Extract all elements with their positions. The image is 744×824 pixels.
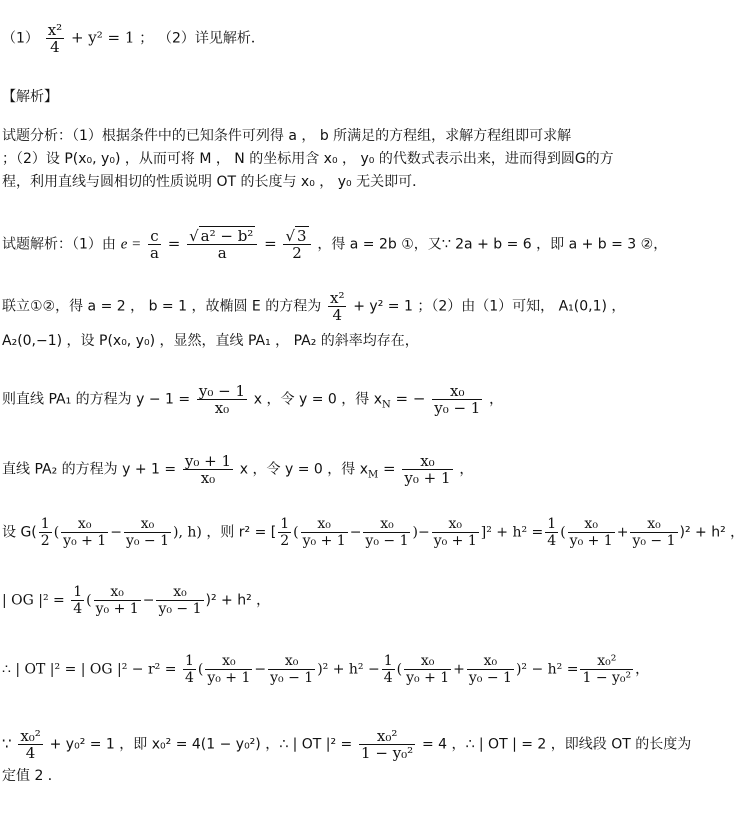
frac-num: x₀ — [432, 383, 482, 400]
frac-den: y₀ − 1 — [158, 601, 202, 617]
term-frac — [432, 516, 479, 549]
frac-den: x₀ — [200, 469, 216, 487]
frac-den: 1 − y₀² — [582, 670, 632, 686]
frac-num: x₀² — [580, 653, 633, 670]
solution-line-1-rest: ，得 a = 2b ①，又∵ 2a + b = 6 ，即 a + b = 3 ②， — [317, 236, 668, 253]
text-segment: ∴ | OT |² = | OG |² − r² = — [2, 661, 177, 678]
answer-frac-num: x² — [47, 21, 63, 39]
term-frac — [301, 516, 348, 549]
frac-num: y₀ + 1 — [184, 452, 232, 470]
text-segment: )² + h² ， — [205, 592, 271, 609]
sqrt-fraction — [187, 228, 257, 261]
solution-line-8: ∴ | OT |² = | OG |² − r² = $\frac{1}{4}$ ( $\frac{\text{x₀}}{\text{y₀ + 1}}$ − $\frac{\text{x₀}}{\text{y₀ − 1}}$ )² + h² − $\frac{1}{4}$ ( $\frac{\text{x₀}}{\text{y₀ + 1}}$ + $\frac{\text{x₀}}{\text{y₀ − 1}}$ )² − h² = $\frac{\text{x₀²}}{\text{1 − y₀²}}$ ， — [2, 653, 650, 686]
term-frac — [363, 516, 410, 549]
section-header: 【解析】 — [2, 89, 58, 105]
text-segment: | OG |² = — [2, 592, 65, 609]
frac-num: x₀ — [156, 584, 203, 601]
answer-frac-den: 4 — [50, 38, 60, 56]
frac-num: 1 — [383, 653, 393, 669]
frac-num: x₀ — [301, 516, 348, 533]
term-frac — [61, 516, 108, 549]
frac-num: x₀ — [268, 653, 315, 670]
subscript: M — [368, 469, 379, 481]
term-frac — [630, 516, 677, 549]
text-segment: ，则 r² = [ — [206, 524, 277, 541]
frac-den: y₀ + 1 — [404, 469, 451, 487]
slope-fraction — [183, 453, 233, 486]
text-segment: = 4 ，∴ | OT | = 2 ，即线段 OT 的长度为 — [421, 736, 692, 753]
answer-label-2: （2）详见解析． — [158, 30, 265, 47]
frac-den: 4 — [25, 744, 36, 762]
text-segment: ]² + h² = — [480, 524, 544, 541]
frac-num: x₀² — [359, 728, 415, 745]
frac-den: y₀ + 1 — [63, 533, 107, 549]
term-frac — [568, 516, 615, 549]
frac-num: x₀ — [432, 516, 479, 533]
frac-num: 1 — [40, 516, 50, 532]
solution-line-2 — [2, 290, 625, 323]
frac-den: 4 — [332, 306, 342, 324]
frac-den: a — [150, 244, 159, 262]
frac-num: x₀² — [20, 727, 41, 745]
subscript: N — [382, 399, 391, 411]
term-frac — [205, 653, 252, 686]
frac-den: y₀ − 1 — [365, 533, 409, 549]
frac-den: y₀ + 1 — [302, 533, 346, 549]
e-equals: e = — [120, 236, 142, 253]
frac-num: 1 — [280, 516, 290, 532]
solution-line-3: A₂(0,−1) ，设 P(x₀, y₀) ，显然，直线 PA₁ ， PA₂ 的斜率均存在， — [2, 333, 419, 349]
text-segment: ∵ — [2, 734, 12, 753]
frac-num: x² — [329, 289, 345, 307]
solution-line-9 — [2, 728, 691, 761]
frac-num: x₀ — [630, 516, 677, 533]
solution-line-10: 定值 2 ． — [2, 768, 62, 784]
frac-num: y₀ − 1 — [198, 382, 246, 400]
answer-line — [2, 22, 265, 55]
quarter-frac — [183, 653, 196, 686]
term-frac — [156, 584, 203, 617]
text-segment: = — [383, 459, 396, 478]
frac-den: 4 — [547, 533, 557, 549]
xm-fraction — [402, 453, 452, 486]
frac-den: y₀ + 1 — [207, 670, 251, 686]
text-segment: = − — [395, 389, 426, 408]
ellipse-frac — [18, 728, 43, 761]
solution-line-5 — [2, 453, 473, 487]
half-frac — [278, 516, 291, 549]
frac-num: c — [148, 228, 161, 245]
frac-den: y₀ + 1 — [433, 533, 477, 549]
answer-label-1: （1） — [2, 30, 39, 47]
analysis-line-2: ；（2）设 P(x₀, y₀) ，从而可将 M ， N 的坐标用含 x₀ ， y₀ 的代数式表示出来，进而得到圆G的方 — [2, 151, 614, 167]
frac-den: 2 — [40, 533, 50, 549]
text-segment: 设 G( — [2, 524, 37, 541]
frac-den: x₀ — [214, 399, 230, 417]
c-over-a — [148, 228, 161, 261]
solution-line-7: | OG |² = $\frac{1}{4}$ ( $\frac{\text{x₀}}{\text{y₀ + 1}}$ − $\frac{\text{x₀}}{\text{y₀ − 1}}$ )² + h² ， — [2, 584, 271, 617]
slope-fraction — [197, 383, 247, 416]
solution-line-1: 试题解析：（1）由 e = $\frac{c}{a}$ = $\frac{\text{√ a² − b²}}{a}$ = $\frac{√ 3}{2}$ ，得 a = 2b ①，又∵ 2a + b = 6 ，即 a + b = 3 ②， — [2, 227, 668, 262]
frac-num: x₀ — [404, 653, 451, 670]
frac-den: y₀ − 1 — [468, 670, 512, 686]
sqrt-radicand: a² − b² — [200, 227, 254, 245]
quarter-frac — [382, 653, 395, 686]
frac-den: y₀ + 1 — [95, 601, 139, 617]
term-frac — [94, 584, 141, 617]
frac-num: x₀ — [568, 516, 615, 533]
ellipse-fraction — [328, 290, 346, 323]
text-segment: ， — [489, 391, 504, 408]
frac-num: x₀ — [467, 653, 514, 670]
term-frac — [404, 653, 451, 686]
answer-eq-rest: + y² = 1 — [70, 28, 135, 47]
text-segment: 联立①②，得 a = 2 ， b = 1 ，故椭圆 E 的方程为 — [2, 298, 322, 315]
frac-den: 2 — [280, 533, 290, 549]
text-segment: x ，令 y = 0 ，得 x — [253, 391, 382, 408]
frac-num: 1 — [547, 516, 557, 532]
term-frac — [124, 516, 171, 549]
frac-num: √ a² − b² — [187, 228, 257, 245]
sqrt-radicand: 3 — [297, 227, 307, 245]
frac-den: y₀ − 1 — [434, 399, 481, 417]
frac-num: x₀ — [205, 653, 252, 670]
frac-den: 4 — [383, 670, 393, 686]
frac-den: 4 — [73, 601, 83, 617]
text-segment: )² − h² = — [515, 661, 579, 678]
xn-fraction — [432, 383, 482, 416]
term-frac — [467, 653, 514, 686]
frac-num: x₀ — [61, 516, 108, 533]
solution-line-6: 设 G( $\frac{1}{2}$ ( $\frac{\text{x₀}}{\text{y₀ + 1}}$ − $\frac{\text{x₀}}{\text{y₀ − 1}}$ ), h) ，则 r² = [ $\frac{1}{2}$ ( $\frac{\text{x₀}}{\text{y₀ + 1}}$ − $\frac{\text{x₀}}{\text{y₀ − 1}}$ )− $\frac{\text{x₀}}{\text{y₀ + 1}}$ ]² + h² = $\frac{1}{4}$ ( $\frac{\text{x₀}}{\text{y₀ + 1}}$ + $\frac{\text{x₀}}{\text{y₀ − 1}}$ )² + h² ， — [2, 516, 744, 549]
solution-line-4 — [2, 383, 503, 417]
solution-prefix: 试题解析：（1）由 — [2, 236, 116, 253]
text-segment: 直线 PA₂ 的方程为 y + 1 = — [2, 461, 177, 478]
frac-den: y₀ + 1 — [569, 533, 613, 549]
frac-den: y₀ − 1 — [125, 533, 170, 549]
term-frac — [268, 653, 315, 686]
text-segment: )² + h² − — [317, 661, 380, 678]
result-frac — [580, 653, 633, 686]
frac-num: x₀ — [94, 584, 141, 601]
analysis-line-1: 试题分析：（1）根据条件中的已知条件可列得 a ， b 所满足的方程组，求解方程组即可求解 — [2, 128, 572, 144]
text-segment: ， — [459, 461, 474, 478]
frac-num: x₀ — [363, 516, 410, 533]
text-segment: + y₀² = 1 ，即 x₀² = 4(1 − y₀²) ，∴ | OT |² = — [49, 736, 353, 753]
analysis-line-3: 程，利用直线与圆相切的性质说明 OT 的长度与 x₀ ， y₀ 无关即可． — [2, 174, 427, 190]
sqrt3-over-2 — [283, 228, 310, 261]
frac-den: 4 — [184, 670, 194, 686]
text-segment: x ，令 y = 0 ，得 x — [239, 461, 368, 478]
text-segment: )² + h² ， — [679, 524, 744, 541]
frac-den: 2 — [292, 244, 302, 262]
half-frac — [39, 516, 52, 549]
quarter-frac — [71, 584, 84, 617]
frac-den: a — [217, 244, 227, 262]
frac-den: 1 − y₀² — [361, 744, 414, 762]
quarter-frac — [545, 516, 558, 549]
frac-num: 1 — [184, 653, 194, 669]
frac-num: x₀ — [124, 516, 171, 533]
frac-den: y₀ + 1 — [406, 670, 450, 686]
answer-sep: ； — [139, 30, 154, 47]
ot-frac — [359, 728, 415, 761]
answer-fraction — [46, 22, 64, 55]
frac-den: y₀ − 1 — [632, 533, 676, 549]
text-segment: ， — [635, 661, 650, 678]
frac-num: 1 — [73, 584, 83, 600]
frac-den: y₀ − 1 — [270, 670, 314, 686]
text-segment: + y² = 1 ；（2）由（1）可知， A₁(0,1) ， — [353, 298, 626, 315]
frac-num: √ 3 — [283, 228, 310, 245]
frac-num: x₀ — [402, 453, 452, 470]
text-segment: 则直线 PA₁ 的方程为 y − 1 = — [2, 391, 191, 408]
